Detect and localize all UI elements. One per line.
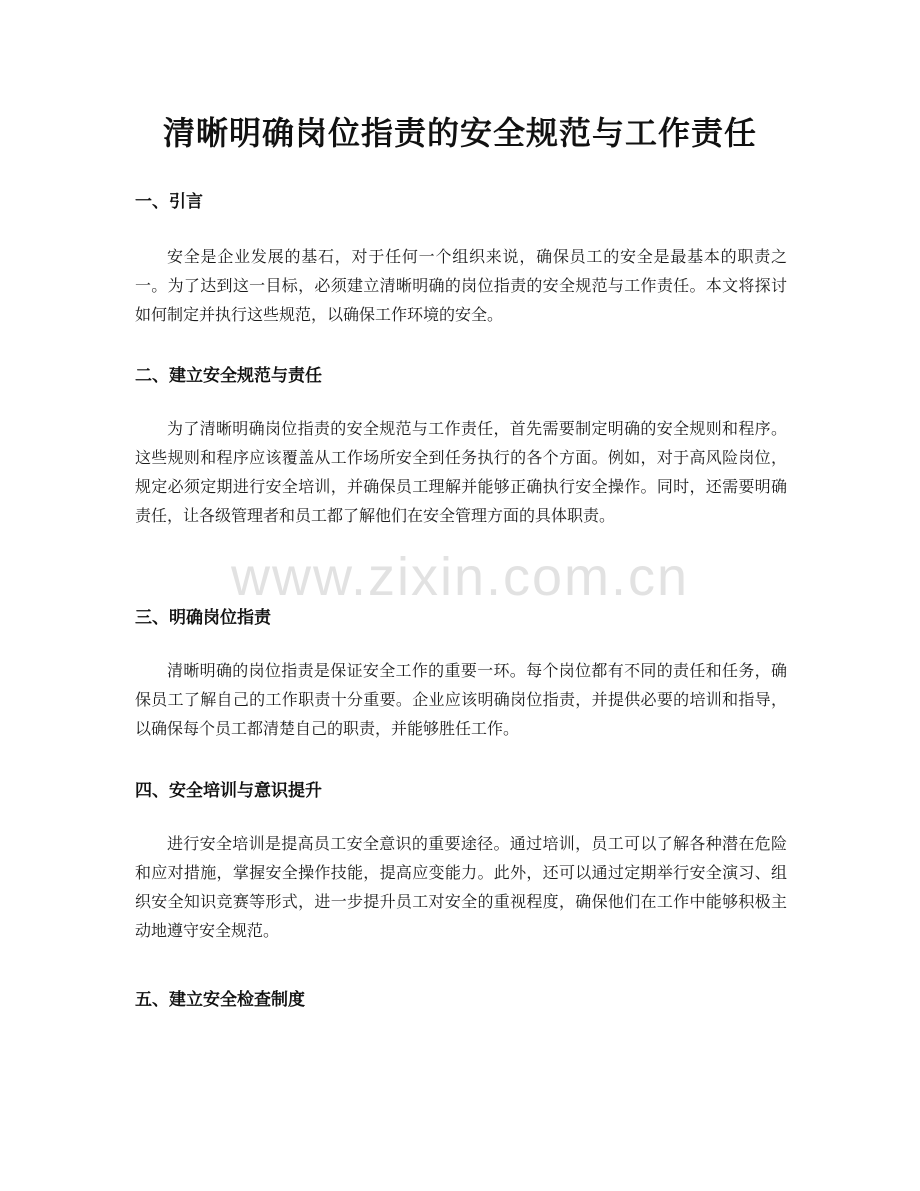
- section-heading: 五、建立安全检查制度: [135, 990, 305, 1010]
- section-paragraph: 进行安全培训是提高员工安全意识的重要途径。通过培训，员工可以了解各种潜在危险和应对措施，掌握安全操作技能，提高应变能力。此外，还可以通过定期举行安全演习、组织安全知识竞赛等形式，进一步提升员工对安全的重视程度，确保他们在工作中能够积极主动地遵守安全规范。: [135, 834, 787, 940]
- section-heading: 四、安全培训与意识提升: [135, 781, 322, 801]
- section-safety-training: [135, 779, 787, 945]
- section-paragraph: 安全是企业发展的基石，对于任何一个组织来说，确保员工的安全是最基本的职责之一。为了达到这一目标，必须建立清晰明确的岗位指责的安全规范与工作责任。本文将探讨如何制定并执行这些规范，以确保工作环境的安全。: [135, 247, 787, 324]
- watermark: www.zixin.com.cn: [230, 547, 690, 607]
- section-paragraph: 清晰明确的岗位指责是保证安全工作的重要一环。每个岗位都有不同的责任和任务，确保员工了解自己的工作职责十分重要。企业应该明确岗位指责，并提供必要的培训和指导，以确保每个员工都清楚自己的职责，并能够胜任工作。: [135, 661, 787, 738]
- section-paragraph: 为了清晰明确岗位指责的安全规范与工作责任，首先需要制定明确的安全规则和程序。这些规则和程序应该覆盖从工作场所安全到任务执行的各个方面。例如，对于高风险岗位，规定必须定期进行安全培训，并确保员工理解并能够正确执行安全操作。同时，还需要明确责任，让各级管理者和员工都了解他们在安全管理方面的具体职责。: [135, 419, 787, 525]
- section-heading: 三、明确岗位指责: [135, 608, 271, 628]
- section-heading: 一、引言: [135, 192, 203, 212]
- section-safety-inspection: [135, 988, 787, 1012]
- document-title: 清晰明确岗位指责的安全规范与工作责任: [162, 114, 757, 152]
- section-introduction: [135, 190, 787, 329]
- section-job-duties: [135, 606, 787, 743]
- section-heading: 二、建立安全规范与责任: [135, 366, 322, 386]
- section-establish-rules: [135, 364, 787, 530]
